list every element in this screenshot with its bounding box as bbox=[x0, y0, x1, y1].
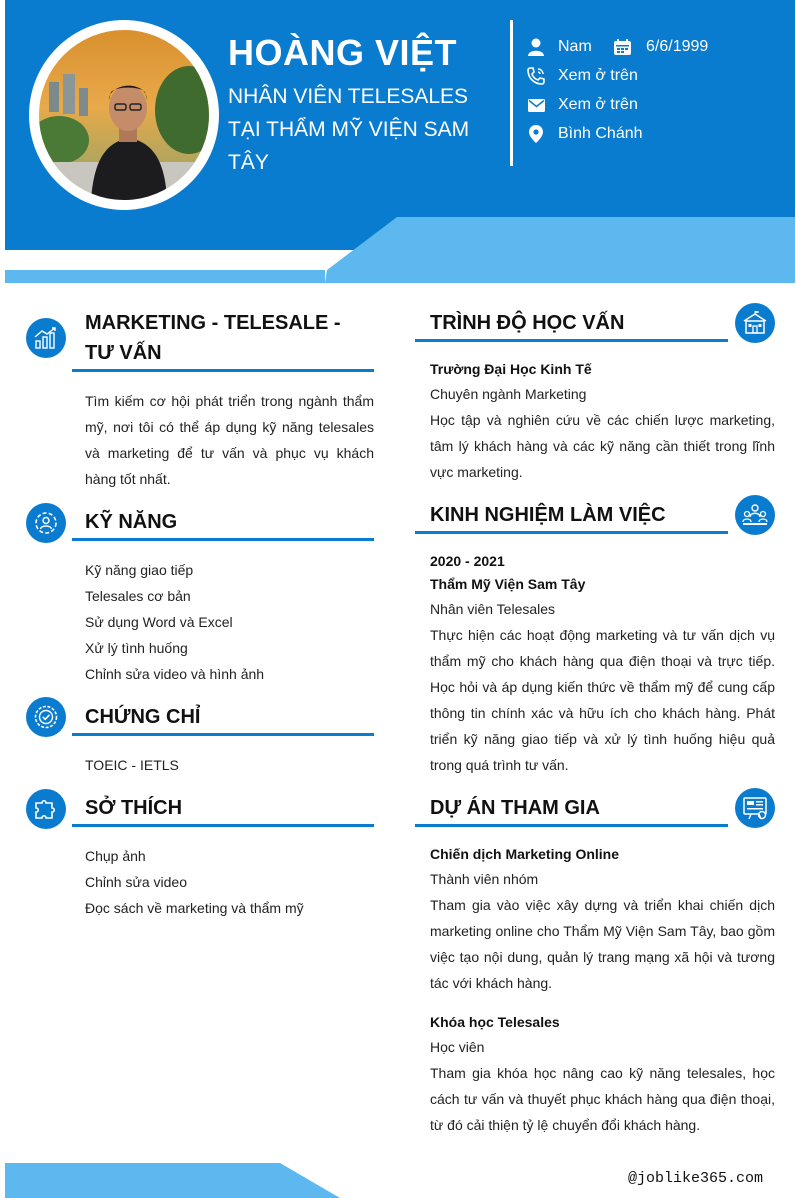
experience-underline bbox=[415, 531, 728, 534]
email-value: Xem ở trên bbox=[558, 96, 638, 113]
education-school: Trường Đại Học Kinh Tế bbox=[430, 361, 592, 377]
school-building-icon bbox=[735, 303, 775, 343]
project-role: Thành viên nhóm bbox=[430, 871, 539, 887]
phone-value: Xem ở trên bbox=[558, 67, 638, 84]
hobbies-title: SỞ THÍCH bbox=[85, 797, 183, 819]
team-icon bbox=[735, 495, 775, 535]
calendar-icon bbox=[614, 38, 632, 56]
profile-photo bbox=[39, 30, 209, 200]
user-icon bbox=[527, 38, 545, 56]
gender-row bbox=[527, 36, 592, 58]
dob-row bbox=[614, 36, 708, 58]
experience-description: Thực hiện các hoạt động marketing và tư vấn dịch vụ thẩm mỹ cho khách hàng qua điện thoại và trực tiếp. Học hỏi và áp dụng kiến thức về thẩm mỹ để cung cấp thông tin chính xác và hữu ích cho khách hàng. Phát triển kỹ năng giao tiếp và xử lý tình huống hiệu quả trong quá trình tư vấn. bbox=[430, 627, 775, 773]
project-name: Chiến dịch Marketing Online bbox=[430, 846, 620, 862]
skill-item: Chỉnh sửa video và hình ảnh bbox=[85, 666, 265, 682]
growth-chart-icon bbox=[26, 318, 66, 358]
skills-underline bbox=[72, 538, 374, 541]
hobby-item: Chụp ảnh bbox=[85, 848, 146, 864]
objective-title: MARKETING - TELESALE - TƯ VẤN bbox=[85, 312, 341, 364]
education-description: Học tập và nghiên cứu về các chiến lược marketing, tâm lý khách hàng và các kỹ năng cần thiết trong lĩnh vực marketing. bbox=[430, 412, 775, 480]
hobby-item: Chỉnh sửa video bbox=[85, 874, 187, 890]
job-title: NHÂN VIÊN TELESALES TẠI THẨM MỸ VIỆN SAM TÂY bbox=[228, 85, 470, 174]
dob-value: 6/6/1999 bbox=[646, 38, 709, 55]
certificates-underline bbox=[72, 733, 374, 736]
project-description: Tham gia khóa học nâng cao kỹ năng telesales, học cách tư vấn và thuyết phục khách hàng qua điện thoại, từ đó cải thiện tỷ lệ chuyển đổi khách hàng. bbox=[430, 1065, 775, 1133]
location-pin-icon bbox=[527, 125, 545, 143]
education-underline bbox=[415, 339, 728, 342]
puzzle-icon bbox=[26, 789, 66, 829]
skill-item: Telesales cơ bản bbox=[85, 588, 191, 604]
footer-decoration bbox=[5, 1163, 345, 1198]
phone-row bbox=[527, 65, 638, 87]
project-name: Khóa học Telesales bbox=[430, 1014, 560, 1030]
email-icon bbox=[527, 96, 545, 114]
skills-title: KỸ NĂNG bbox=[85, 511, 178, 533]
gender-value: Nam bbox=[558, 38, 592, 55]
certificate-badge-icon bbox=[26, 697, 66, 737]
skill-item: Sử dụng Word và Excel bbox=[85, 614, 233, 630]
footer-handle: @joblike365.com bbox=[628, 1170, 764, 1187]
skill-item: Kỹ năng giao tiếp bbox=[85, 562, 194, 578]
experience-title: KINH NGHIỆM LÀM VIỆC bbox=[430, 504, 666, 526]
experience-position: Nhân viên Telesales bbox=[430, 601, 556, 617]
education-major: Chuyên ngành Marketing bbox=[430, 386, 587, 402]
skill-item: Xử lý tình huống bbox=[85, 640, 188, 656]
education-title: TRÌNH ĐỘ HỌC VẤN bbox=[430, 312, 625, 334]
header-divider bbox=[510, 20, 513, 166]
objective-text: Tìm kiếm cơ hội phát triển trong ngành thẩm mỹ, nơi tôi có thể áp dụng kỹ năng telesales và marketing để tư vấn và phục vụ khách hàng tốt nhất. bbox=[85, 393, 374, 487]
address-value: Bình Chánh bbox=[558, 125, 643, 142]
address-row bbox=[527, 123, 643, 145]
projects-underline bbox=[415, 824, 728, 827]
experience-company: Thẩm Mỹ Viện Sam Tây bbox=[430, 576, 586, 592]
project-board-icon bbox=[735, 788, 775, 828]
gear-person-icon bbox=[26, 503, 66, 543]
experience-period: 2020 - 2021 bbox=[430, 553, 505, 569]
project-description: Tham gia vào việc xây dựng và triển khai chiến dịch marketing online cho Thẩm Mỹ Viện Sam Tây, bao gồm việc tạo nội dung, quản lý trang mạng xã hội và tương tác với khách hàng. bbox=[430, 897, 775, 991]
profile-photo-frame bbox=[29, 20, 219, 210]
projects-title: DỰ ÁN THAM GIA bbox=[430, 797, 600, 819]
hobby-item: Đọc sách về marketing và thẩm mỹ bbox=[85, 900, 304, 916]
phone-icon bbox=[527, 67, 545, 85]
hobbies-underline bbox=[72, 824, 374, 827]
certificate-item: TOEIC - IETLS bbox=[85, 757, 179, 773]
email-row bbox=[527, 94, 638, 116]
certificates-title: CHỨNG CHỈ bbox=[85, 706, 201, 728]
objective-underline bbox=[72, 369, 374, 372]
candidate-name: HOÀNG VIỆT bbox=[228, 32, 458, 73]
project-role: Học viên bbox=[430, 1039, 485, 1055]
